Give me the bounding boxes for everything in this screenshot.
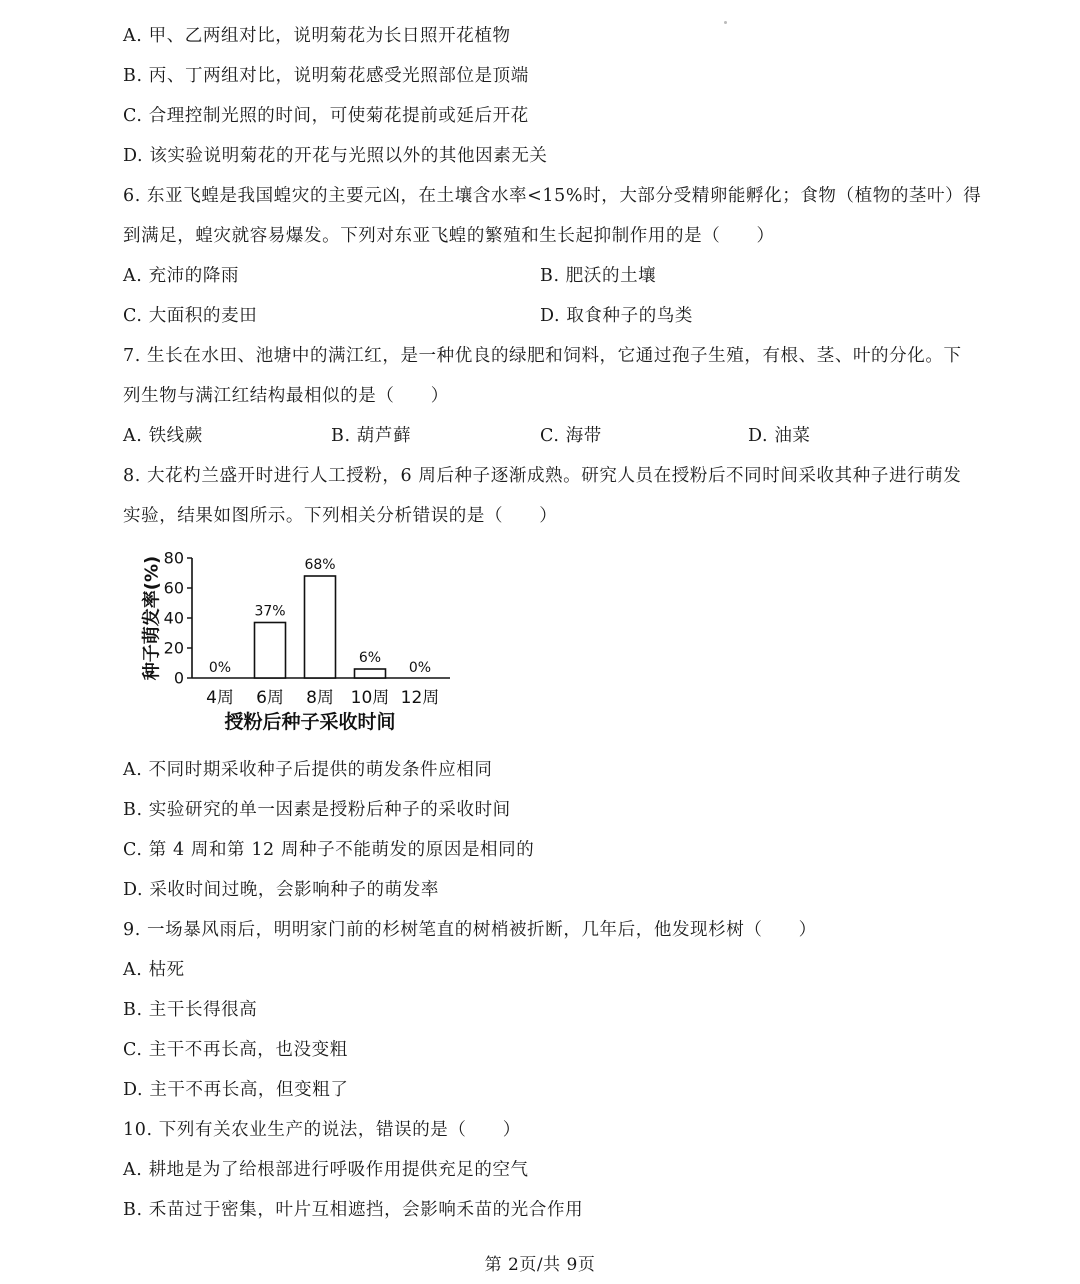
y-tick-label: 0 xyxy=(173,668,184,688)
q6-option-c: C. 大面积的麦田 xyxy=(123,306,258,326)
q5-option-b: B. 丙、丁两组对比，说明菊花感受光照部位是顶端 xyxy=(123,66,529,86)
x-tick-labels xyxy=(206,688,439,708)
q10-option-a: A. 耕地是为了给根部进行呼吸作用提供充足的空气 xyxy=(123,1160,529,1180)
value-label: 0% xyxy=(408,660,432,676)
q7-stem-line1: 7. 生长在水田、池塘中的满江红，是一种优良的绿肥和饲料，它通过孢子生殖，有根、茎、叶的分化。下 xyxy=(123,346,962,366)
y-axis-title: 种子萌发率(%) xyxy=(141,555,163,681)
q9-option-b: B. 主干长得很高 xyxy=(123,1000,258,1020)
q8-option-c: C. 第 4 周和第 12 周种子不能萌发的原因是相同的 xyxy=(123,840,535,860)
q7-option-b: B. 葫芦藓 xyxy=(331,426,412,446)
q6-stem-line1: 6. 东亚飞蝗是我国蝗灾的主要元凶，在土壤含水率<15%时，大部分受精卵能孵化；食物（植物的茎叶）得 xyxy=(123,186,982,206)
bar xyxy=(355,669,386,678)
q6-option-b: B. 肥沃的土壤 xyxy=(540,266,657,286)
x-axis-title: 授粉后种子采收时间 xyxy=(224,711,396,733)
y-tick-label: 40 xyxy=(163,608,184,628)
q6-option-a: A. 充沛的降雨 xyxy=(123,266,240,286)
x-tick-label: 10周 xyxy=(350,688,390,708)
page-footer: 第 2页/共 9页 xyxy=(484,1255,596,1275)
value-label: 0% xyxy=(208,660,232,676)
y-tick-label: 80 xyxy=(163,548,184,568)
bar xyxy=(255,623,286,679)
q7-option-c: C. 海带 xyxy=(540,426,602,446)
q8-option-a: A. 不同时期采收种子后提供的萌发条件应相同 xyxy=(123,760,493,780)
q9-option-c: C. 主干不再长高，也没变粗 xyxy=(123,1040,348,1060)
q10-stem: 10. 下列有关农业生产的说法，错误的是（ ） xyxy=(123,1120,521,1140)
q5-option-a: A. 甲、乙两组对比，说明菊花为长日照开花植物 xyxy=(123,26,511,46)
q8-option-b: B. 实验研究的单一因素是授粉后种子的采收时间 xyxy=(123,800,511,820)
y-tick-label: 20 xyxy=(163,638,184,658)
q10-option-b: B. 禾苗过于密集，叶片互相遮挡，会影响禾苗的光合作用 xyxy=(123,1200,584,1220)
q6-stem-line2: 到满足，蝗灾就容易爆发。下列对东亚飞蝗的繁殖和生长起抑制作用的是（ ） xyxy=(123,226,775,246)
x-tick-label: 12周 xyxy=(400,688,440,708)
scan-speck xyxy=(724,21,727,24)
q9-stem: 9. 一场暴风雨后，明明家门前的杉树笔直的树梢被折断，几年后，他发现杉树（ ） xyxy=(123,920,817,940)
bar xyxy=(305,576,336,678)
x-tick-label: 4周 xyxy=(206,688,234,708)
q9-option-d: D. 主干不再长高，但变粗了 xyxy=(123,1080,349,1100)
x-tick-label: 6周 xyxy=(256,688,284,708)
value-label: 6% xyxy=(358,650,382,666)
value-label: 68% xyxy=(304,557,336,573)
q7-option-a: A. 铁线蕨 xyxy=(123,426,203,446)
q5-option-c: C. 合理控制光照的时间，可使菊花提前或延后开花 xyxy=(123,106,529,126)
q6-option-d: D. 取食种子的鸟类 xyxy=(540,306,694,326)
germination-bar-chart xyxy=(120,545,460,745)
q8-stem-line1: 8. 大花杓兰盛开时进行人工授粉，6 周后种子逐渐成熟。研究人员在授粉后不同时间采收其种子进行萌发 xyxy=(123,466,962,486)
y-ticks xyxy=(164,549,192,688)
q5-option-d: D. 该实验说明菊花的开花与光照以外的其他因素无关 xyxy=(123,146,548,166)
x-tick-label: 8周 xyxy=(306,688,334,708)
q9-option-a: A. 枯死 xyxy=(123,960,185,980)
q7-stem-line2: 列生物与满江红结构最相似的是（ ） xyxy=(123,386,449,406)
q7-option-d: D. 油菜 xyxy=(748,426,811,446)
value-label: 37% xyxy=(254,603,286,620)
q8-stem-line2: 实验，结果如图所示。下列相关分析错误的是（ ） xyxy=(123,506,558,526)
y-tick-label: 60 xyxy=(163,578,184,598)
q8-option-d: D. 采收时间过晚，会影响种子的萌发率 xyxy=(123,880,439,900)
